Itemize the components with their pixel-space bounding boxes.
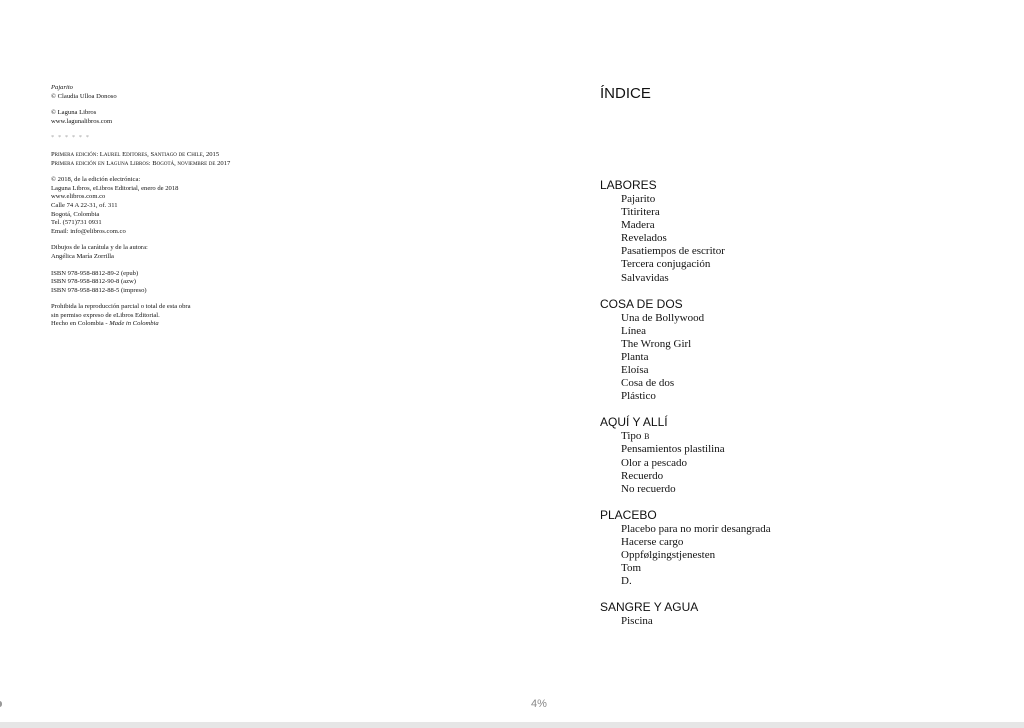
colophon-made-in — [51, 320, 351, 329]
toc-item[interactable]: Eloísa — [621, 364, 649, 377]
toc-item[interactable]: Planta — [621, 350, 649, 363]
colophon-ebook-url: www.elibros.com.co — [51, 193, 106, 201]
colophon-author-copyright: © Claudia Ulloa Donoso — [51, 92, 117, 100]
colophon-publisher-copyright: © Laguna Libros — [51, 109, 97, 117]
toc-item[interactable]: Pajarito — [621, 193, 656, 205]
toc-section — [600, 415, 930, 495]
toc-section — [600, 508, 930, 588]
toc-section-title[interactable]: PLACEBO — [600, 507, 657, 522]
toc-item[interactable]: No recuerdo — [621, 482, 676, 495]
toc-title: ÍNDICE — [600, 85, 651, 102]
colophon-book-title: Pajarito — [51, 84, 73, 91]
colophon-made-in-en: Made in Colombia — [109, 320, 159, 328]
toc-section — [600, 600, 930, 628]
small-caps-letter: b — [644, 430, 650, 443]
toc-item[interactable]: Una de Bollywood — [621, 311, 705, 324]
toc-section — [600, 297, 930, 404]
colophon-separator: * * * * * * — [51, 134, 91, 142]
toc-item[interactable]: Pensamientos plastilina — [621, 443, 725, 456]
toc-item[interactable]: Madera — [621, 219, 655, 232]
table-of-contents — [600, 178, 930, 640]
toc-item[interactable]: Tipo b — [621, 430, 650, 443]
colophon-phone: Tel. (571)731 0931 — [51, 219, 102, 227]
toc-item[interactable]: Placebo para no morir desangrada — [621, 522, 771, 535]
toc-item[interactable]: Piscina — [621, 615, 653, 628]
toc-item[interactable]: Pasatiempos de escritor — [621, 245, 725, 258]
colophon-publisher-url: www.lagunalibros.com — [51, 117, 113, 125]
colophon-isbn-print: ISBN 978-958-8812-88-5 (impreso) — [51, 286, 147, 294]
toc-item[interactable]: Línea — [621, 324, 647, 337]
colophon-address-city: Bogotá, Colombia — [51, 210, 100, 218]
reading-progress-label: 4% — [531, 698, 547, 710]
colophon-first-edition-laguna: Primera edición en Laguna Libros: Bogotá, noviembre de 2017 — [51, 159, 231, 167]
toc-item[interactable]: Olor a pescado — [621, 456, 687, 469]
toc-item[interactable]: Oppfølgingstjenesten — [621, 548, 716, 561]
toc-item[interactable]: D. — [621, 575, 632, 588]
toc-item[interactable]: Recuerdo — [621, 469, 664, 482]
toc-section-title[interactable]: SANGRE Y AGUA — [600, 600, 699, 615]
toc-item[interactable]: Tom — [621, 562, 642, 575]
colophon-drawings-artist: Angélica María Zorrilla — [51, 252, 114, 260]
toc-item[interactable]: Titiritera — [621, 206, 660, 219]
toc-section-title[interactable]: LABORES — [600, 178, 657, 192]
toc-item[interactable]: Hacerse cargo — [621, 535, 684, 548]
toc-section-title[interactable]: AQUÍ Y ALLÍ — [600, 415, 668, 430]
colophon-rights-line2: sin permiso expreso de eLibros Editorial. — [51, 311, 160, 319]
toc-item[interactable]: Tercera conjugación — [621, 258, 711, 271]
colophon-email: Email: info@elibros.com.co — [51, 227, 126, 235]
colophon-isbn-azw: ISBN 978-958-8812-90-8 (azw) — [51, 278, 136, 286]
colophon-drawings-credit: Dibujos de la carátula y de la autora: — [51, 244, 148, 252]
toc-item[interactable]: Cosa de dos — [621, 377, 675, 390]
toc-section-title[interactable]: COSA DE DOS — [600, 296, 683, 311]
colophon-isbn-epub: ISBN 978-958-8812-89-2 (epub) — [51, 269, 139, 277]
toc-item[interactable]: Revelados — [621, 232, 667, 245]
colophon-rights-line1: Prohibida la reproducción parcial o total de esta obra — [51, 303, 191, 311]
colophon-first-edition: Primera edición: Laurel Editores, Santiago de Chile, 2015 — [51, 150, 220, 158]
colophon — [51, 84, 351, 329]
colophon-ebook-publisher: Laguna Libros, eLibros Editorial, enero de 2018 — [51, 184, 179, 192]
colophon-address-street: Calle 74 A 22-31, of. 311 — [51, 201, 118, 209]
toc-item[interactable]: Plástico — [621, 390, 656, 403]
toc-section — [600, 178, 930, 285]
colophon-ebook-copyright: © 2018, de la edición electrónica: — [51, 176, 141, 184]
colophon-made-in-es: Hecho en Colombia - — [51, 320, 110, 328]
toc-item[interactable]: Salvavidas — [621, 271, 669, 284]
bottom-scrollbar[interactable] — [0, 722, 1024, 728]
toc-item[interactable]: The Wrong Girl — [621, 337, 692, 350]
